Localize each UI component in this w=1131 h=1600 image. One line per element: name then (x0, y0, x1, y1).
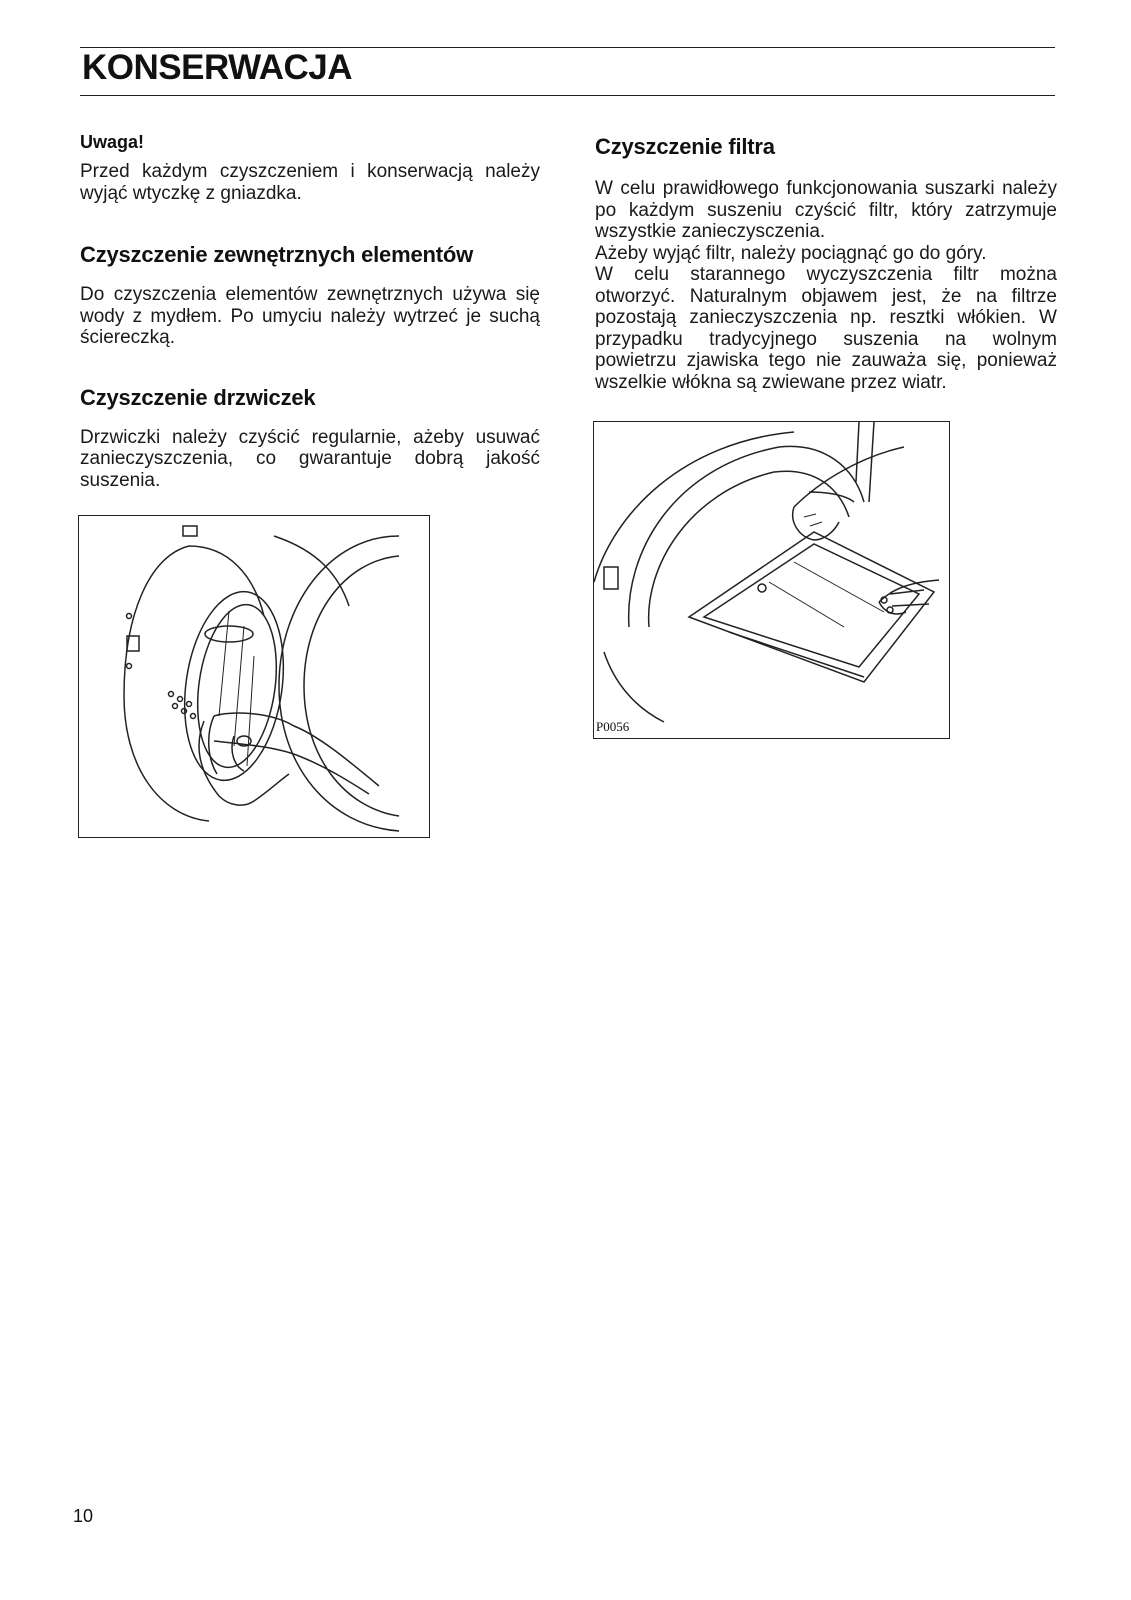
filter-removal-illustration (593, 421, 950, 739)
filter-paragraph-2: Ażeby wyjąć filtr, należy pociągnąć go do góry. (595, 242, 987, 264)
page-number: 10 (73, 1506, 94, 1526)
header-rule-bottom (80, 95, 1055, 96)
filter-paragraph-1: W celu prawidłowego funkcjonowania suszarki należy po każdym suszeniu czyścić filtr, który zatrzymuje wszystkie zanieczysczenia. (595, 178, 1057, 242)
page-title: KONSERWACJA (82, 48, 353, 87)
exterior-cleaning-text: Do czyszczenia elementów zewnętrznych używa się wody z mydłem. Po umyciu należy wytrzeć je suchą ściereczką. (80, 284, 540, 348)
heading-door-cleaning: Czyszczenie drzwiczek (80, 384, 316, 410)
warning-label: Uwaga! (80, 132, 145, 152)
right-column (595, 120, 1057, 393)
warning-text: Przed każdym czyszczeniem i konserwacją należy wyjąć wtyczkę z gniazdka. (80, 161, 540, 204)
door-cleaning-text: Drzwiczki należy czyścić regularnie, ażeby usuwać zanieczyszczenia, co gwarantuje dobrą jakość suszenia. (80, 426, 540, 491)
figure-code-label: P0056 (596, 719, 630, 734)
heading-filter-cleaning: Czyszczenie filtra (595, 134, 775, 159)
door-cleaning-illustration (78, 515, 430, 838)
filter-paragraph-3: W celu starannego wyczyszczenia filtr można otworzyć. Naturalnym objawem jest, że na filtrze pozostają zanieczyszczenia np. resztki włókien. W przypadku tradycyjnego suszenia na wolnym powietrzu zjawiska tego nie zauważa się, ponieważ wszelkie włókna są zwiewane przez wiatr. (595, 264, 1057, 393)
heading-exterior-cleaning: Czyszczenie zewnętrznych elementów (80, 242, 473, 267)
left-column (80, 120, 540, 491)
